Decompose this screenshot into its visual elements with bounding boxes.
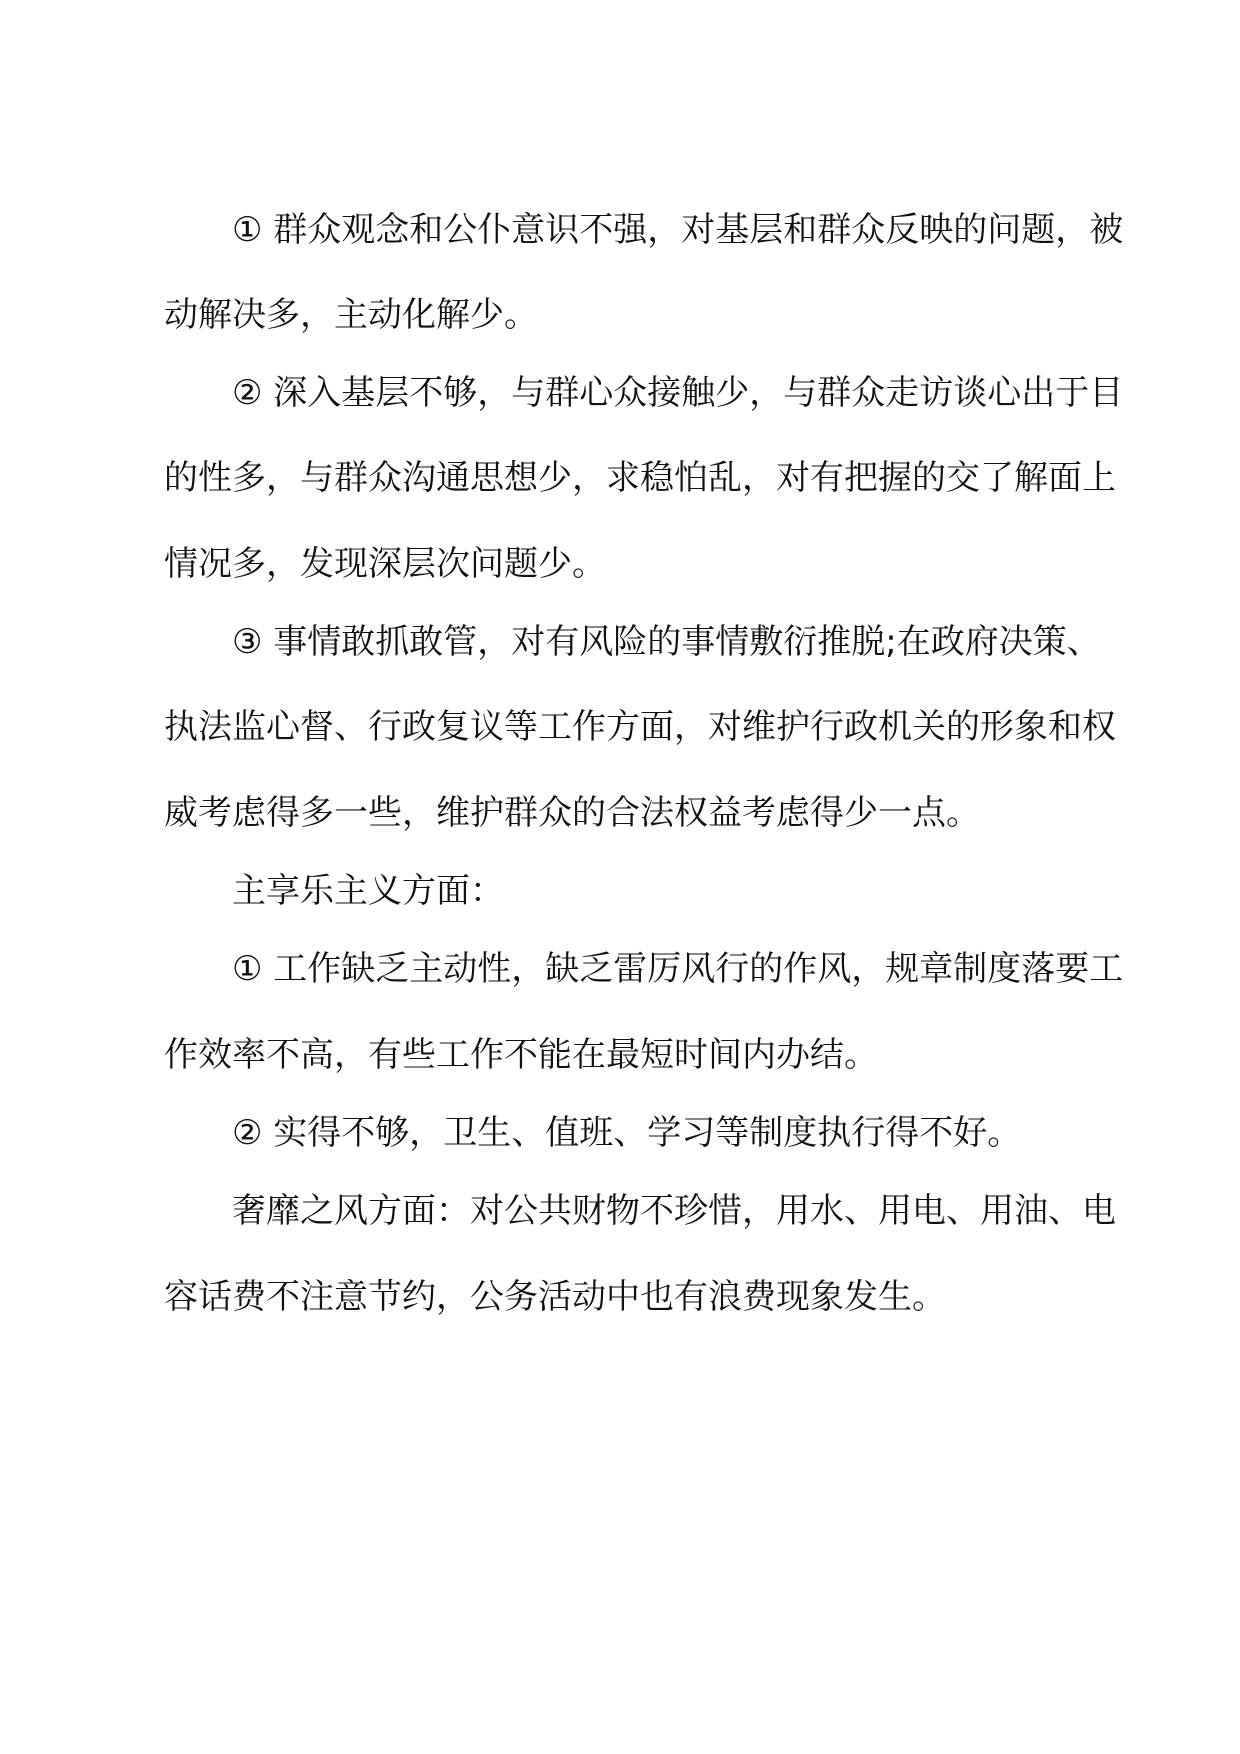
section-heading-hedonism: 主享乐主义方面： (232, 871, 504, 911)
paragraph-6-line-1: ② 实得不够，卫生、值班、学习等制度执行得不好。 (232, 1113, 1022, 1153)
paragraph-2-line-1: ② 深入基层不够，与群心众接触少，与群众走访谈心出于目 (232, 373, 1124, 413)
paragraph-7-line-2: 容话费不注意节约，公务活动中也有浪费现象发生。 (164, 1277, 946, 1317)
paragraph-5-line-2: 作效率不高，有些工作不能在最短时间内办结。 (164, 1035, 878, 1075)
paragraph-1-line-1: ① 群众观念和公仆意识不强，对基层和群众反映的问题，被 (232, 210, 1124, 250)
paragraph-2-line-2: 的性多，与群众沟通思想少，求稳怕乱，对有把握的交了解面上 (164, 458, 1116, 498)
paragraph-3-line-2: 执法监心督、行政复议等工作方面，对维护行政机关的形象和权 (164, 707, 1116, 747)
paragraph-3-line-1: ③ 事情敢抓敢管，对有风险的事情敷衍推脱;在政府决策、 (232, 622, 1101, 662)
paragraph-3-line-3: 威考虑得多一些，维护群众的合法权益考虑得少一点。 (164, 793, 980, 833)
paragraph-7-line-1: 奢靡之风方面：对公共财物不珍惜，用水、用电、用油、电 (232, 1191, 1116, 1231)
paragraph-5-line-1: ① 工作缺乏主动性，缺乏雷厉风行的作风，规章制度落要工 (232, 949, 1124, 989)
paragraph-1-line-2: 动解决多，主动化解少。 (164, 295, 538, 335)
paragraph-2-line-3: 情况多，发现深层次问题少。 (164, 544, 606, 584)
